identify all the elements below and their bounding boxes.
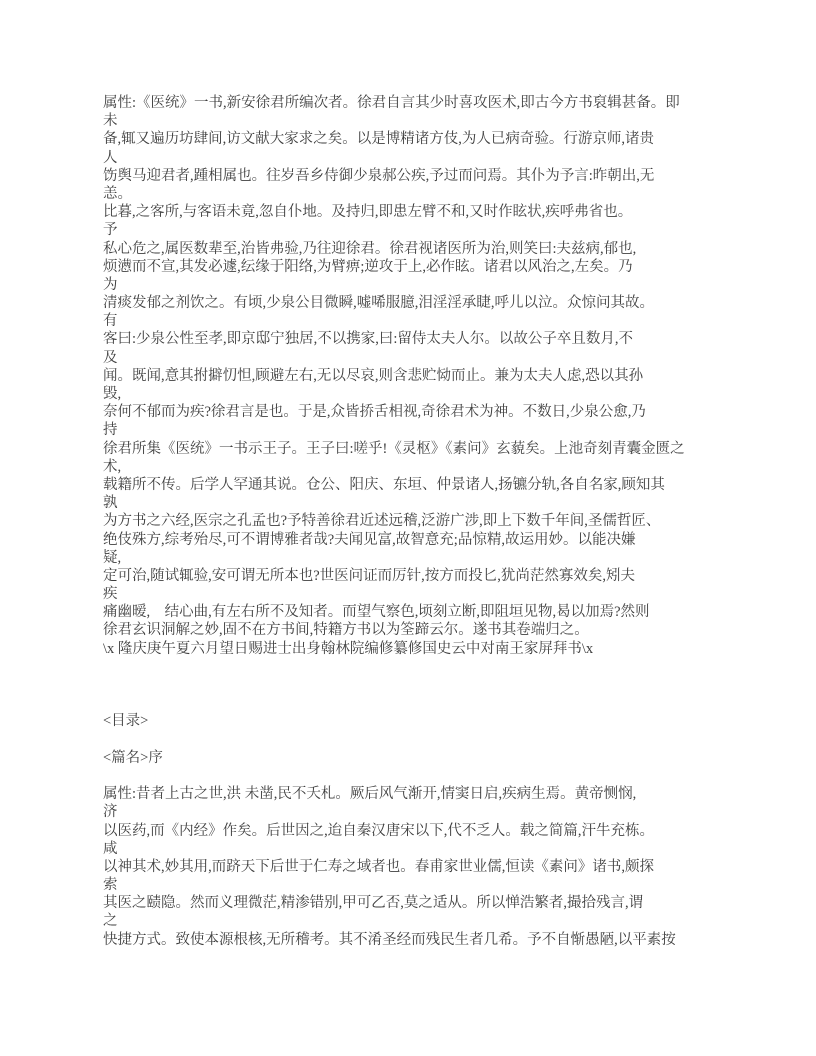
text-line: 闻。既闻,意其拊擗忉怛,顾避左右,无以尽哀,则含悲贮恸而止。兼为太夫人虑,恐以其孙 xyxy=(103,367,644,384)
text-line: 索 xyxy=(103,877,118,894)
blank-line xyxy=(103,694,725,712)
blank-line xyxy=(103,676,725,694)
text-line: 及 xyxy=(103,349,118,366)
text-line: 咸 xyxy=(103,840,118,857)
text-line: <目录> xyxy=(103,713,149,730)
text-line: 清痰发郁之剂饮之。有顷,少泉公目微瞬,嘘唏服臆,泪淫淫承睫,呼儿以泣。众惊问其故。 xyxy=(103,295,654,312)
text-line: 徐君所集《医统》一书示王子。王子曰:嗟乎!《灵枢》《素问》玄藐矣。上池奇刻青囊金匮之 xyxy=(103,440,685,457)
text-line: 毁, xyxy=(103,386,122,402)
text-line: 恙。 xyxy=(103,185,132,202)
document-text xyxy=(103,94,725,949)
text-line: 疾 xyxy=(103,586,118,603)
text-line: 其医之赜隐。然而义理微茫,精渗错别,甲可乙否,莫之适从。所以惮浩繁者,撮拾残言,谓 xyxy=(103,895,644,912)
text-line: 私心危之,属医数辈至,治皆弗验,乃往迎徐君。徐君视诸医所为治,则笑曰:夫兹病,郁也, xyxy=(103,240,637,257)
text-line: 烦懑而不宣,其发必遽,纭缘于阳络,为臂痹;逆攻于上,必作眩。诸君以风治之,左矣。乃 xyxy=(103,258,633,275)
text-line: 定可治,随试辄验,安可谓无所本也?世医问证而厉针,按方而投匕,犹尚茫然寡效矣,矧夫 xyxy=(103,567,636,584)
text-line: 人 xyxy=(103,149,118,166)
text-line: 属性:昔者上古之世,洪 未凿,民不夭札。厥后风气渐开,情窦日启,疾病生焉。黄帝恻悯, xyxy=(103,786,637,803)
text-line: 为 xyxy=(103,276,118,293)
text-line: 未 xyxy=(103,113,118,130)
text-line: 痛幽暧, 结心曲,有左右所不及知者。而望气察色,顷刻立断,即阻垣见物,曷以加焉?然则 xyxy=(103,604,650,621)
text-line: 孰 xyxy=(103,495,118,512)
text-line: 饬舆马迎君者,踵相属也。往岁吾乡侍御少泉郝公疾,予过而问焉。其仆为予言:昨朝出,无 xyxy=(103,167,655,184)
text-line: 以医药,而《内经》作矣。后世因之,迨自秦汉唐宋以下,代不乏人。载之简篇,汗牛充栋。 xyxy=(103,822,654,839)
text-line: 有 xyxy=(103,313,118,330)
text-line: 以神其术,妙其用,而跻天下后世于仁寿之域者也。春甫家世业儒,恒读《素问》诸书,颇探 xyxy=(103,858,654,875)
text-line: 徐君玄识洞解之妙,固不在方书间,特籍方书以为筌蹄云尔。遂书其卷端归之。 xyxy=(103,622,589,639)
text-line: 备,辄又遍历坊肆间,访文献大家求之矣。以是博精诸方伎,为人已病奇验。行游京师,诸贵 xyxy=(103,131,654,148)
text-line: 之 xyxy=(103,913,118,930)
text-line: 予 xyxy=(103,222,118,239)
blank-line xyxy=(103,767,725,785)
text-line: <篇名>序 xyxy=(103,749,163,766)
text-line: 为方书之六经,医宗之孔孟也?予特善徐君近述远稽,泛游广涉,即上下数千年间,圣儒哲匠、 xyxy=(103,513,661,530)
blank-line xyxy=(103,731,725,749)
text-line: 奈何不郁而为疾?徐君言是也。于是,众皆挢舌相视,奇徐君术为神。不数日,少泉公愈,乃 xyxy=(103,404,646,421)
text-line: 比暮,之客所,与客语未竟,忽自仆地。及持归,即患左臂不和,又时作眩状,疾呼弗省也。 xyxy=(103,204,633,221)
text-line: 持 xyxy=(103,422,118,439)
text-line: 疑, xyxy=(103,549,122,566)
text-line: 术, xyxy=(103,458,122,475)
text-line: 济 xyxy=(103,804,118,821)
text-line: 属性:《医统》一书,新安徐君所编次者。徐君自言其少时喜攻医术,即古今方书裒辑甚备。即 xyxy=(103,95,680,111)
text-line: 快捷方式。致使本源根核,无所稽考。其不淆圣经而残民生者几希。予不自惭愚陋,以平素按 xyxy=(103,931,676,948)
text-line: 客曰:少泉公性至孝,即京邸宁独居,不以携家,曰:留侍太夫人尔。以故公子卒且数月,不 xyxy=(103,331,634,348)
text-line: 载籍所不传。后学人罕通其说。仓公、阳庆、东垣、仲景诸人,扬镳分轨,各自名家,顾知其 xyxy=(103,476,665,493)
text-line: 绝伎殊方,综考殆尽,可不谓博雅者哉?夫闻见富,故智意充;品惊精,故运用妙。以能决嫌 xyxy=(103,531,636,548)
blank-line xyxy=(103,658,725,676)
text-line: \x 隆庆庚午夏六月望日赐进士出身翰林院编修纂修国史云中对南王家屏拜书\x xyxy=(103,640,594,657)
